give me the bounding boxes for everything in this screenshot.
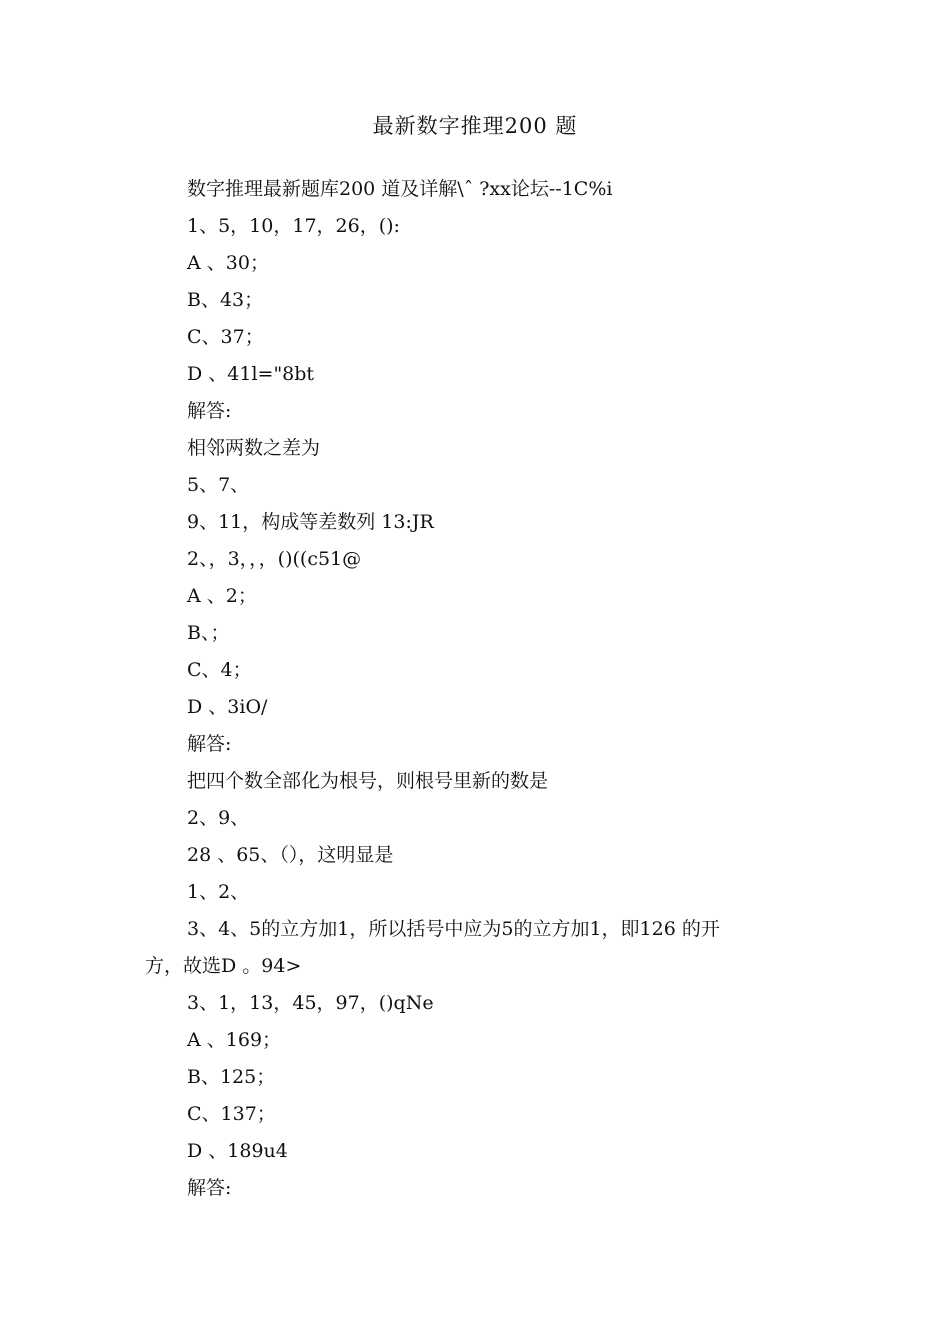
intro-line: 数字推理最新题库200 道及详解\ˆ ?xx论坛--1C%i bbox=[187, 178, 613, 200]
q2-answer-label: 解答: bbox=[187, 733, 232, 755]
question-1: 1、5，10，17，26，(): bbox=[187, 215, 400, 237]
q2-answer-text: 1、2、 bbox=[187, 881, 250, 903]
document-title: 最新数字推理200 题 bbox=[372, 114, 578, 138]
q1-answer-text: 9、11，构成等差数列 13:JR bbox=[187, 511, 434, 533]
q2-answer-text: 把四个数全部化为根号，则根号里新的数是 bbox=[187, 770, 549, 792]
q2-answer-text: 3、4、5的立方加1，所以括号中应为5的立方加1，即126 的开 bbox=[187, 918, 720, 940]
q3-answer-label: 解答: bbox=[187, 1177, 232, 1199]
q2-option-a: A 、2； bbox=[187, 585, 257, 607]
q3-option-b: B、125； bbox=[187, 1066, 276, 1088]
q2-option-b: B、； bbox=[187, 622, 230, 644]
q3-option-c: C、137； bbox=[187, 1103, 276, 1125]
q1-option-a: A 、30； bbox=[187, 252, 269, 274]
q2-answer-text: 28 、65、（），这明显是 bbox=[187, 844, 394, 866]
q3-option-a: A 、169； bbox=[187, 1029, 282, 1051]
question-2: 2、，3，，，()((c51@ bbox=[187, 548, 362, 570]
q1-answer-text: 5、7、 bbox=[187, 474, 250, 496]
q3-option-d: D 、189u4 bbox=[187, 1140, 288, 1162]
q1-option-c: C、37； bbox=[187, 326, 264, 348]
q2-option-d: D 、3iO/ bbox=[187, 696, 268, 718]
q1-option-b: B、43； bbox=[187, 289, 264, 311]
q2-answer-text: 2、9、 bbox=[187, 807, 250, 829]
q2-answer-text: 方，故选D 。94> bbox=[145, 955, 302, 977]
q1-option-d: D 、41l="8bt bbox=[187, 363, 315, 385]
q1-answer-label: 解答: bbox=[187, 400, 232, 422]
question-3: 3、1，13，45，97，()qNe bbox=[187, 992, 434, 1014]
q1-answer-text: 相邻两数之差为 bbox=[187, 437, 321, 459]
q2-option-c: C、4； bbox=[187, 659, 252, 681]
